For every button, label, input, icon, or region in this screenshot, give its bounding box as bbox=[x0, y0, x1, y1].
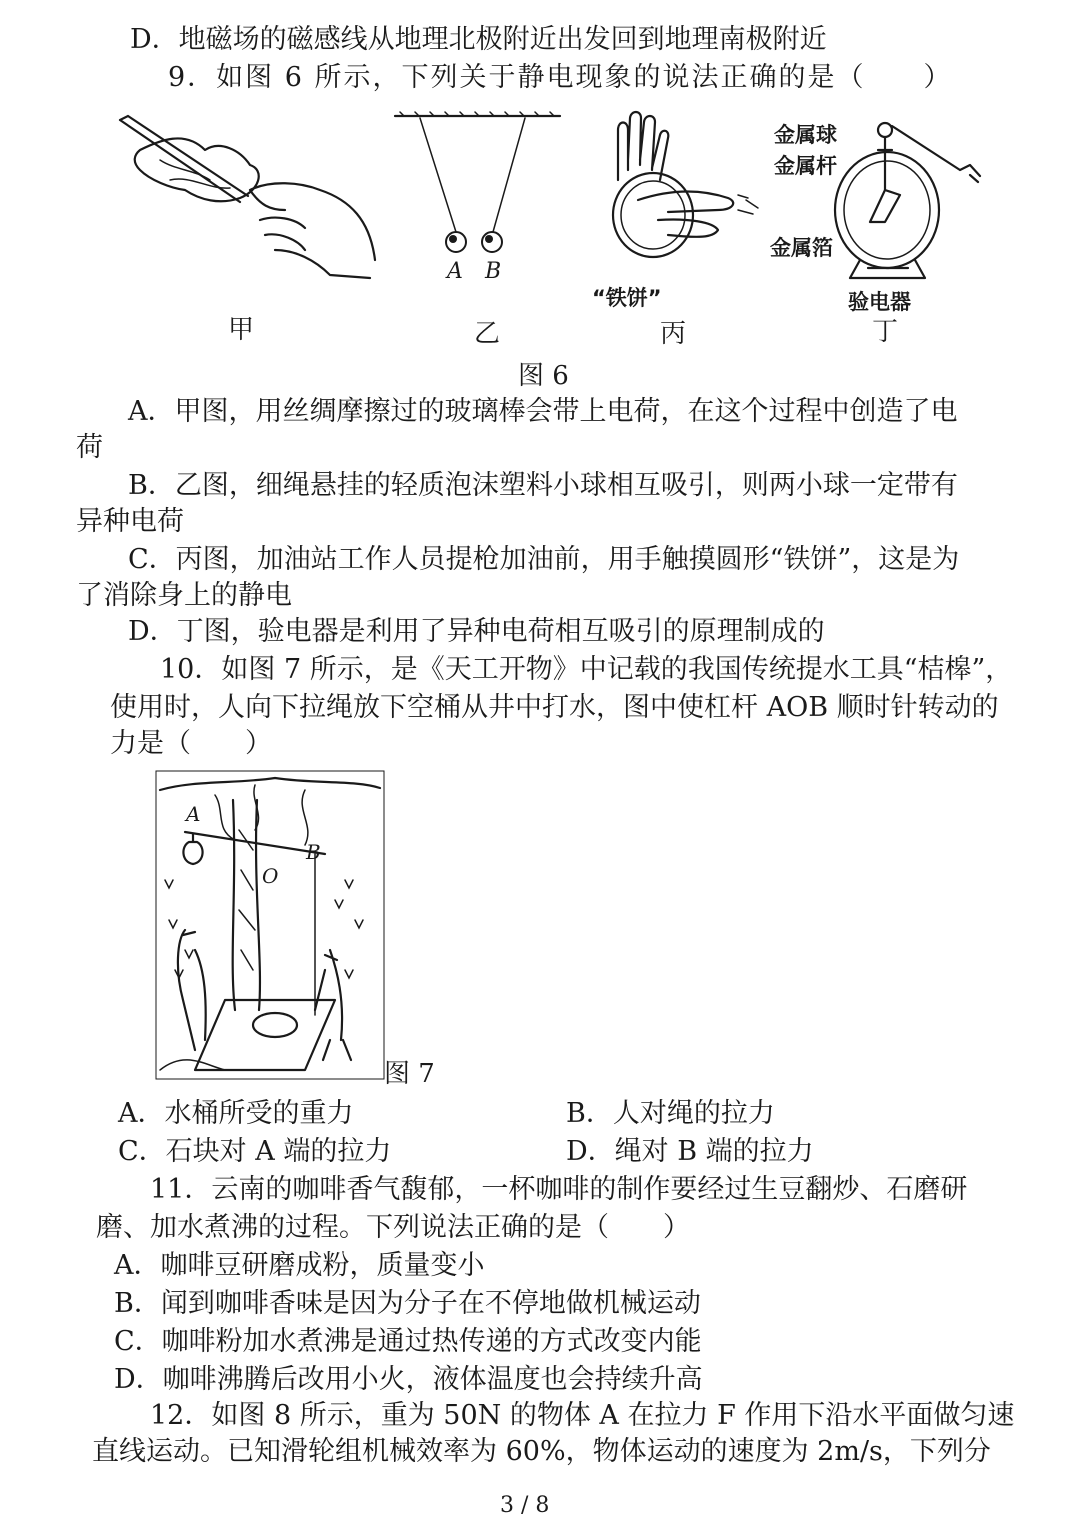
figure-7-caption: 图 7 bbox=[384, 1059, 435, 1089]
q12-stem-line2: 直线运动。已知滑轮组机械效率为 60%，物体运动的速度为 2m/s，下列分 bbox=[92, 1436, 991, 1467]
figure-6-label-bing: 丙 bbox=[660, 319, 687, 349]
q9-option-b-line2: 异种电荷 bbox=[76, 506, 184, 537]
q9-option-a-line2: 荷 bbox=[76, 432, 103, 463]
figure-6-label-jia: 甲 bbox=[228, 315, 255, 345]
figure-6-yi-illustration bbox=[390, 110, 570, 270]
q10-option-b: B．人对绳的拉力 bbox=[566, 1098, 775, 1129]
q9-option-c-line1: C．丙图，加油站工作人员提枪加油前，用手触摸圆形“铁饼”，这是为 bbox=[128, 544, 960, 575]
page-number: 3 / 8 bbox=[500, 1493, 550, 1518]
q8-option-d: D．地磁场的磁感线从地理北极附近出发回到地理南极附近 bbox=[130, 24, 827, 55]
figure-6-jia-illustration bbox=[100, 110, 380, 290]
q10-option-c: C．石块对 A 端的拉力 bbox=[118, 1136, 392, 1167]
q9-stem: 9．如图 6 所示，下列关于静电现象的说法正确的是（ ） bbox=[168, 62, 953, 93]
q10-stem-line2: 使用时，人向下拉绳放下空桶从井中打水，图中使杠杆 AOB 顺时针转动的 bbox=[110, 692, 999, 723]
q10-stem-line1: 10．如图 7 所示，是《天工开物》中记载的我国传统提水工具“桔槔”， bbox=[160, 654, 1013, 685]
figure-6-caption: 图 6 bbox=[518, 361, 569, 391]
electroscope-label: 验电器 bbox=[848, 290, 911, 314]
q9-option-b-line1: B．乙图，细绳悬挂的轻质泡沫塑料小球相互吸引，则两小球一定带有 bbox=[128, 470, 958, 501]
figure-6-iron-cake-label: “铁饼” bbox=[592, 286, 662, 310]
figure-6-ball-b-label: B bbox=[485, 259, 502, 284]
q11-option-d: D．咖啡沸腾后改用小火，液体温度也会持续升高 bbox=[114, 1364, 703, 1395]
q10-stem-line3: 力是（ ） bbox=[110, 728, 272, 759]
q11-option-b: B．闻到咖啡香味是因为分子在不停地做机械运动 bbox=[114, 1288, 701, 1319]
figure-6-ding-illustration bbox=[830, 110, 990, 280]
figure-6-label-yi: 乙 bbox=[474, 319, 501, 349]
electroscope-metal-rod-label: 金属杆 bbox=[774, 154, 837, 178]
q9-option-a-line1: A．甲图，用丝绸摩擦过的玻璃棒会带上电荷，在这个过程中创造了电 bbox=[128, 396, 958, 427]
figure-6-ball-a-label: A bbox=[447, 259, 463, 284]
q11-stem-line1: 11．云南的咖啡香气馥郁，一杯咖啡的制作要经过生豆翻炒、石磨研 bbox=[150, 1174, 968, 1205]
q10-option-a: A．水桶所受的重力 bbox=[118, 1098, 354, 1129]
q9-option-d: D．丁图，验电器是利用了异种电荷相互吸引的原理制成的 bbox=[128, 616, 825, 647]
q9-option-c-line2: 了消除身上的静电 bbox=[76, 580, 292, 611]
q11-stem-line2: 磨、加水煮沸的过程。下列说法正确的是（ ） bbox=[96, 1212, 690, 1243]
figure-7-point-a-label: A bbox=[186, 802, 201, 826]
figure-6-bing-illustration bbox=[598, 110, 768, 270]
figure-6-label-ding: 丁 bbox=[872, 317, 899, 347]
q11-option-c: C．咖啡粉加水煮沸是通过热传递的方式改变内能 bbox=[114, 1326, 702, 1357]
q12-stem-line1: 12．如图 8 所示，重为 50N 的物体 A 在拉力 F 作用下沿水平面做匀速 bbox=[150, 1400, 1015, 1431]
figure-7-point-b-label: B bbox=[306, 840, 321, 864]
figure-7-point-o-label: O bbox=[262, 864, 279, 888]
electroscope-metal-foil-label: 金属箔 bbox=[770, 236, 833, 260]
q10-option-d: D．绳对 B 端的拉力 bbox=[566, 1136, 814, 1167]
electroscope-metal-ball-label: 金属球 bbox=[774, 123, 837, 147]
q11-option-a: A．咖啡豆研磨成粉，质量变小 bbox=[114, 1250, 485, 1281]
